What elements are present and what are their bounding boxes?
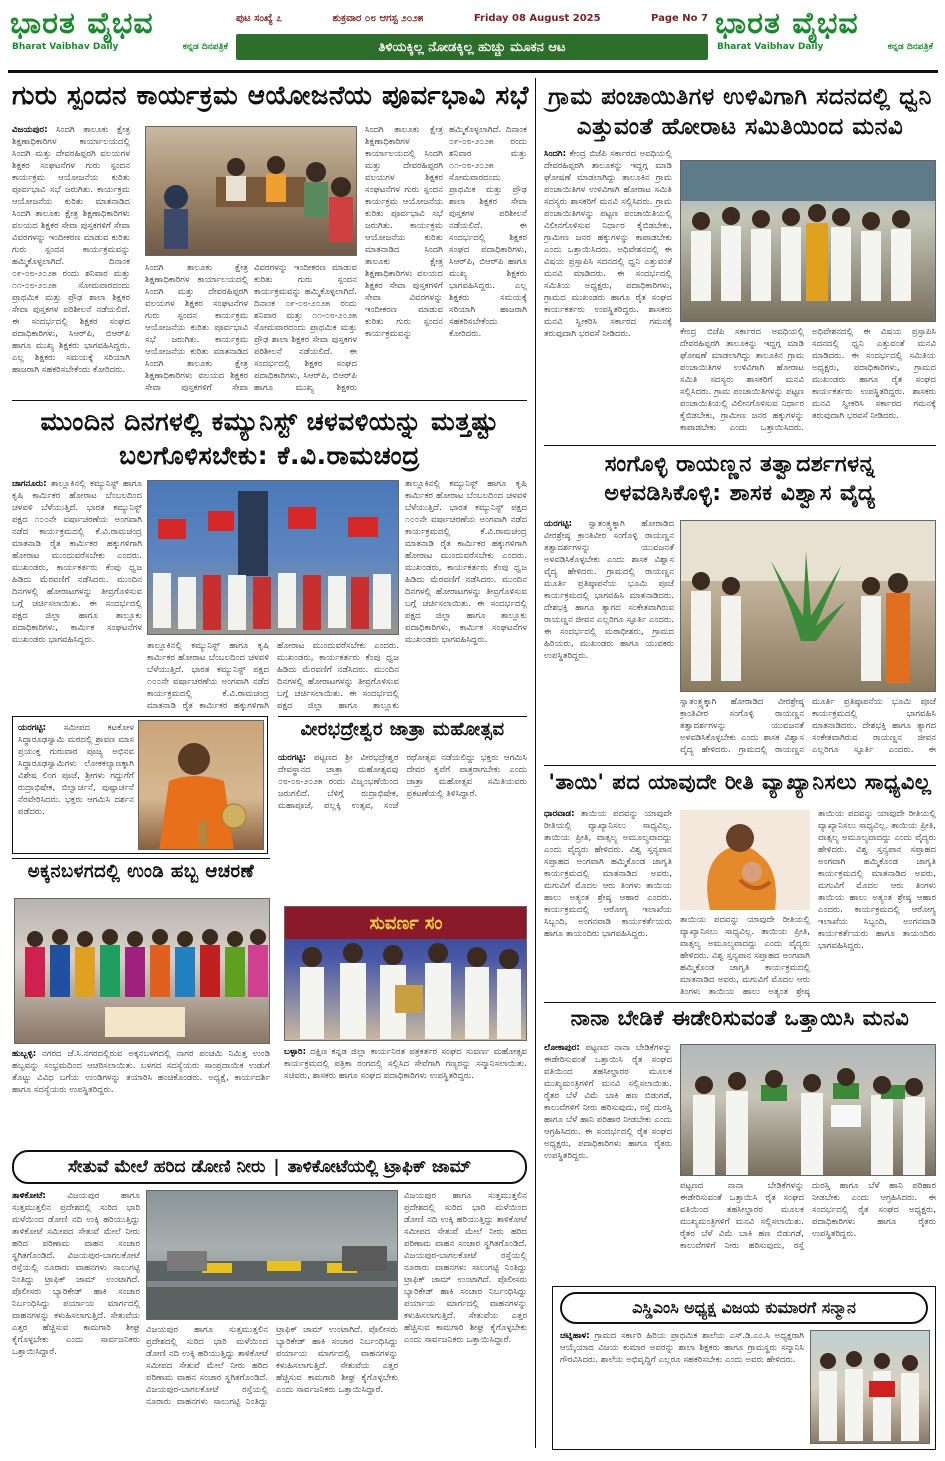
article-dateline: ವಿಜಯಪುರ: [12, 125, 48, 135]
headline-doni-left: ಸೇತುವೆ ಮೇಲೆ ಹರಿದ ಡೋಣಿ ನೀರು [67, 1157, 266, 1177]
article-veerabhadreshwara [278, 752, 527, 854]
article-dateline: ಚಾಗನೂರು: [12, 479, 47, 489]
article-thayi-col1 [544, 808, 672, 998]
dateline-bar [236, 8, 708, 28]
banner-text: ಸುವರ್ಣ ಸಂ [369, 913, 443, 934]
photo-farmers-memorandum [680, 1044, 936, 1176]
issue-kn: ಪುಟ ಸಂಖ್ಯೆ ೭ [236, 12, 283, 24]
article-rayanna-col2 [680, 696, 936, 762]
article-body: ವಿಜಯಪುರ ಹಾಗೂ ಸುತ್ತಮುತ್ತಲಿನ ಪ್ರದೇಶದಲ್ಲಿ ಸುರಿದ ಭಾರಿ ಮಳೆಯಿಂದ ಡೋಣಿ ನದಿ ಉಕ್ಕಿ ಹರಿಯುತ್ತಿದ್ದು ತಾಳಿಕೋಟೆ ಸಮೀಪದ ಸೇತುವೆ ಮೇಲೆ ನೀರು ಹರಿದ ಪರಿಣಾಮ ವಾಹನ ಸಂಚಾರ ಸ್ಥಗಿತಗೊಂಡಿದೆ. ವಿಜಯಪುರ-ಬಾಗಲಕೋಟೆ ರಸ್ತೆಯಲ್ಲಿ ನೂರಾರು ವಾಹನಗಳು ಸಾಲುಗಟ್ಟಿ ನಿಂತಿದ್ದು ಟ್ರಾಫಿಕ್ ಜಾಮ್ ಉಂಟಾಗಿದೆ. ಪೊಲೀಸರು ಬ್ಯಾರಿಕೇಡ್ ಹಾಕಿ ಸಂಚಾರ ನಿರ್ಬಂಧಿಸಿದ್ದು ಪರ್ಯಾಯ ಮಾರ್ಗದಲ್ಲಿ ವಾಹನಗಳನ್ನು ಕಳುಹಿಸಲಾಗುತ್ತಿದೆ. ಸೇತುವೆಯ ಎತ್ತರ ಹೆಚ್ಚಿಸುವ ಕಾಮಗಾರಿ ಶೀಘ್ರ ಕೈಗೊಳ್ಳಬೇಕು ಎಂದು ಸಾರ್ವಜನಿಕರು ಒತ್ತಾಯಿಸಿದ್ದಾರೆ. [12, 1191, 140, 1357]
headline-guru-spandana: ಗುರು ಸ್ಪಂದನ ಕಾರ್ಯಕ್ರಮ ಆಯೋಜನೆಯ ಪೂರ್ವಭಾವಿ ಸಭೆ [12, 81, 529, 111]
article-felicitation [284, 1046, 527, 1144]
headline-doni-bridge [12, 1150, 527, 1184]
article-dateline: ಬಳ್ಳಾರಿ: [284, 1047, 307, 1057]
article-guru-spandana-col2 [365, 124, 527, 394]
photo-mother-child-illustration [680, 810, 810, 910]
article-body-cont: ವಿಜಯಪುರ ಹಾಗೂ ಸುತ್ತಮುತ್ತಲಿನ ಪ್ರದೇಶದಲ್ಲಿ ಸುರಿದ ಭಾರಿ ಮಳೆಯಿಂದ ಡೋಣಿ ನದಿ ಉಕ್ಕಿ ಹರಿಯುತ್ತಿದ್ದು ತಾಳಿಕೋಟೆ ಸಮೀಪದ ಸೇತುವೆ ಮೇಲೆ ನೀರು ಹರಿದ ಪರಿಣಾಮ ವಾಹನ ಸಂಚಾರ ಸ್ಥಗಿತಗೊಂಡಿದೆ. ವಿಜಯಪುರ-ಬಾಗಲಕೋಟೆ ರಸ್ತೆಯಲ್ಲಿ ನೂರಾರು ವಾಹನಗಳು ಸಾಲುಗಟ್ಟಿ ನಿಂತಿದ್ದು ಟ್ರಾಫಿಕ್ ಜಾಮ್ ಉಂಟಾಗಿದೆ. ಪೊಲೀಸರು ಬ್ಯಾರಿಕೇಡ್ ಹಾಕಿ ಸಂಚಾರ ನಿರ್ಬಂಧಿಸಿದ್ದು ಪರ್ಯಾಯ ಮಾರ್ಗದಲ್ಲಿ ವಾಹನಗಳನ್ನು ಕಳುಹಿಸಲಾಗುತ್ತಿದೆ. ಸೇತುವೆಯ ಎತ್ತರ ಹೆಚ್ಚಿಸುವ ಕಾಮಗಾರಿ ಶೀಘ್ರ ಕೈಗೊಳ್ಳಬೇಕು ಎಂದು ಸಾರ್ವಜನಿಕರು ಒತ್ತಾಯಿಸಿದ್ದಾರೆ. [146, 1325, 398, 1407]
headline-veerabhadreshwara: ವೀರಭದ್ರೇಶ್ವರ ಜಾತ್ರಾ ಮಹೋತ್ಸವ [300, 719, 505, 740]
column-divider [535, 78, 536, 1448]
headline-sangolli-rayanna: ಸಂಗೊಳ್ಳಿ ರಾಯಣ್ಣನ ತತ್ವಾದರ್ಶಗಳನ್ನ ಅಳವಡಿಸಿಕೊಳ್ಳಿ: ಶಾಸಕ ವಿಶ್ವಾಸ ವೈದ್ಯ [604, 452, 876, 506]
article-body-cont: ತಾಯಿಯ ಪದವನ್ನು ಯಾವುದೇ ರೀತಿಯಲ್ಲಿ ವ್ಯಾಖ್ಯಾನಿಸಲು ಸಾಧ್ಯವಿಲ್ಲ. ತಾಯಿಯ ಪ್ರೀತಿ, ವಾತ್ಸಲ್ಯ ಅಮೂಲ್ಯವಾದದ್ದು ಎಂದು ವೈದ್ಯರು ಹೇಳಿದರು. ವಿಶ್ವ ಸ್ತನ್ಯಪಾನ ಸಪ್ತಾಹದ ಅಂಗವಾಗಿ ಹಮ್ಮಿಕೊಂಡ ಜಾಗೃತಿ ಕಾರ್ಯಕ್ರಮದಲ್ಲಿ ಮಾತನಾಡಿದ ಅವರು, ಮಗುವಿಗೆ ಮೊದಲ ಆರು ತಿಂಗಳು ತಾಯಿಯ ಹಾಲು ಅತ್ಯಂತ ಶ್ರೇಷ್ಠ ಆಹಾರ ಎಂದರು. ಕಾರ್ಯಕ್ರಮದಲ್ಲಿ ಆರೋಗ್ಯ ಇಲಾಖೆಯ ಸಿಬ್ಬಂದಿ, ಅಂಗನವಾಡಿ ಕಾರ್ಯಕರ್ತೆಯರು ಹಾಗೂ ತಾಯಂದಿರು ಭಾಗವಹಿಸಿದ್ದರು. [818, 809, 936, 951]
article-body-cont: ಕೇಂದ್ರ ಬಿಜೆಪಿ ಸರ್ಕಾರದ ಅವಧಿಯಲ್ಲಿ ದೇವರಹಿಪ್ಪರಗಿ ತಾಲೂಕನ್ನು ಇದ್ದಗ್ಗ ಮಾಡಿ ಘೋಷಣೆ ಮಾಡಲಾಗಿದ್ದು ತಾಲೂಕಿನ ಗ್ರಾಮ ಪಂಚಾಯಿತಿಗಳ ಉಳಿವಿಗಾಗಿ ಹೋರಾಟ ಸಮಿತಿ ಸದಸ್ಯರು ಶಾಸಕರಿಗೆ ಮನವಿ ಸಲ್ಲಿಸಿದರು. ಗ್ರಾಮ ಪಂಚಾಯಿತಿಗಳನ್ನು ಪಟ್ಟಣ ಪಂಚಾಯಿತಿಯಲ್ಲಿ ವಿಲೀನಗೊಳಿಸುವ ನಿರ್ಧಾರ ಕೈಬಿಡಬೇಕು, ಗ್ರಾಮೀಣ ಜನರ ಹಕ್ಕುಗಳನ್ನು ಕಾಪಾಡಬೇಕು ಎಂದು ಒತ್ತಾಯಿಸಿದರು. ಅಧಿವೇಶನದಲ್ಲಿ ಈ ವಿಷಯ ಪ್ರಸ್ತಾಪಿಸಿ ಸದನದಲ್ಲಿ ಧ್ವನಿ ಎತ್ತುವಂತೆ ಮನವಿ ಮಾಡಿದರು. ಈ ಸಂದರ್ಭದಲ್ಲಿ ಸಮಿತಿಯ ಅಧ್ಯಕ್ಷರು, ಪದಾಧಿಕಾರಿಗಳು, ಗ್ರಾಮದ ಮುಖಂಡರು ಹಾಗೂ ರೈತ ಸಂಘದ ಕಾರ್ಯಕರ್ತರು ಉಪಸ್ಥಿತರಿದ್ದರು. ಶಾಸಕರು ಮನವಿ ಸ್ವೀಕರಿಸಿ ಸರ್ಕಾರದ ಗಮನಕ್ಕೆ ತರುವುದಾಗಿ ಭರವಸೆ ನೀಡಿದರು. [680, 327, 936, 433]
article-body: ಸಮೀಪದ ಕಟಕೋಳ ಸಿದ್ಧಾರೂಢಸ್ವಾಮಿ ಮಠದಲ್ಲಿ ಶ್ರಾವಣ ಮಾಸ ಪ್ರಯುಕ್ತ ಗುರುವಾರ ಪೂಜ್ಯ ಅಭಿನವ ಸಿದ್ಧಾರೂಢಸ್ವಾಮಿಗಳು ಲೋಕಕಲ್ಯಾಣಕ್ಕಾಗಿ ವಿಶೇಷ ಲಿಂಗ ಪೂಜೆ, ಶ್ರೀಗಳು ಗದ್ದುಗೆಗೆ ರುದ್ರಾಭಿಷೇಕ, ಬಿಲ್ವಾರ್ಚನೆ, ಪುಷ್ಪಾರ್ಚನೆ ನೆರವೇರಿಸಿದರು. ಭಕ್ತರು ಆಗಮಿಸಿ ದರ್ಶನ ಪಡೆದರು. [18, 723, 134, 817]
article-shravana [18, 722, 134, 848]
article-guru-spandana-col3 [145, 262, 357, 394]
article-dateline: ಧಾರವಾಡ: [544, 809, 575, 819]
article-guru-spandana-col1 [12, 124, 130, 394]
article-nana-bedike-col2 [680, 1180, 936, 1278]
article-dateline: ತಾಳಿಕೋಟೆ: [12, 1191, 46, 1201]
article-body: ತಾಯಿಯ ಪದವನ್ನು ಯಾವುದೇ ರೀತಿಯಲ್ಲಿ ವ್ಯಾಖ್ಯಾನಿಸಲು ಸಾಧ್ಯವಿಲ್ಲ. ತಾಯಿಯ ಪ್ರೀತಿ, ವಾತ್ಸಲ್ಯ ಅಮೂಲ್ಯವಾದದ್ದು ಎಂದು ವೈದ್ಯರು ಹೇಳಿದರು. ವಿಶ್ವ ಸ್ತನ್ಯಪಾನ ಸಪ್ತಾಹದ ಅಂಗವಾಗಿ ಹಮ್ಮಿಕೊಂಡ ಜಾಗೃತಿ ಕಾರ್ಯಕ್ರಮದಲ್ಲಿ ಮಾತನಾಡಿದ ಅವರು, ಮಗುವಿಗೆ ಮೊದಲ ಆರು ತಿಂಗಳು ತಾಯಿಯ ಹಾಲು ಅತ್ಯಂತ ಶ್ರೇಷ್ಠ ಆಹಾರ ಎಂದರು. ಕಾರ್ಯಕ್ರಮದಲ್ಲಿ ಆರೋಗ್ಯ ಇಲಾಖೆಯ ಸಿಬ್ಬಂದಿ, ಅಂಗನವಾಡಿ ಕಾರ್ಯಕರ್ತೆಯರು ಹಾಗೂ ತಾಯಂದಿರು ಭಾಗವಹಿಸಿದ್ದರು. [544, 809, 672, 939]
article-body: ಪಟ್ಟಣದ ಶ್ರೀ ವೀರಭದ್ರೇಶ್ವರ ದೇವಸ್ಥಾನದ ಜಾತ್ರಾ ಮಹೋತ್ಸವವು ೦೮-೦೮-೨೦೨೫ ರಂದು ವಿಜೃಂಭಣೆಯಿಂದ ಜರುಗಲಿದೆ. ಬೆಳಿಗ್ಗೆ ರುದ್ರಾಭಿಷೇಕ, ಮಹಾಪೂಜೆ, ಪಲ್ಲಕ್ಕಿ ಉತ್ಸವ, ಸಂಜೆ ರಥೋತ್ಸವ ನಡೆಯಲಿದ್ದು ಭಕ್ತರು ಆಗಮಿಸಿ ದೇವರ ಕೃಪೆಗೆ ಪಾತ್ರರಾಗಬೇಕು ಎಂದು ಜಾತ್ರಾ ಮಹೋತ್ಸವ ಸಮಿತಿಯವರು ಪ್ರಕಟಣೆಯಲ್ಲಿ ತಿಳಿಸಿದ್ದಾರೆ. [278, 753, 527, 811]
newspaper-subtitle-kn-right: ಕನ್ನಡ ದಿನಪತ್ರಿಕೆ [887, 42, 933, 52]
headline-separator: | [273, 1157, 280, 1177]
article-body: ಗ್ರಾಮದ ಸರ್ಕಾರಿ ಹಿರಿಯ ಪ್ರಾಥಮಿಕ ಶಾಲೆಯ ಎಸ್.ಡಿ.ಎಂ.ಸಿ ಅಧ್ಯಕ್ಷರಾಗಿ ಆಯ್ಕೆಯಾದ ವಿಜಯ ಕುಮಾರ ಅವರನ್ನು ಶಾಲಾ ಶಿಕ್ಷಕರು ಹಾಗೂ ಗ್ರಾಮಸ್ಥರು ಸನ್ಮಾನಿಸಿ ಗೌರವಿಸಿದರು. ಶಾಲೆಯ ಅಭಿವೃದ್ಧಿಗೆ ಎಲ್ಲರೂ ಸಹಕರಿಸಬೇಕು ಎಂದು ಅವರು ಹೇಳಿದರು. [560, 1331, 804, 1365]
article-doni-col3 [404, 1190, 527, 1448]
article-grama-panchayat-col1 [544, 148, 672, 438]
article-thayi-col3 [680, 914, 810, 998]
article-rayanna-col1 [544, 518, 674, 762]
article-body-cont: ತಾಲ್ಲೂಕಿನಲ್ಲಿ ಕಮ್ಯುನಿಸ್ಟ್ ಹಾಗೂ ಕೃಷಿ ಕಾರ್ಮಿಕರ ಹೋರಾಟ ಬೆಂಬಲದಿಂದ ಚಳವಳಿ ಬೆಳೆಯುತ್ತಿದೆ. ಭಾರತ ಕಮ್ಯುನಿಸ್ಟ್ ಪಕ್ಷದ ೧೦೦ನೇ ವರ್ಷಾಚರಣೆಯ ಅಂಗವಾಗಿ ನಡೆದ ಕಾರ್ಯಕ್ರಮದಲ್ಲಿ ಕೆ.ವಿ.ರಾಮಚಂದ್ರ ಮಾತನಾಡಿ ರೈತ ಕಾರ್ಮಿಕರ ಹಕ್ಕುಗಳಿಗಾಗಿ ಹೋರಾಟ ಮುಂದುವರೆಸಬೇಕು ಎಂದರು. ಮುಖಂಡರು, ಕಾರ್ಯಕರ್ತರು ಕೆಂಪು ಧ್ವಜ ಹಿಡಿದು ಮೆರವಣಿಗೆ ನಡೆಸಿದರು. ಮುಂದಿನ ದಿನಗಳಲ್ಲಿ ಹೋರಾಟಗಳನ್ನು ತೀವ್ರಗೊಳಿಸುವ ಬಗ್ಗೆ ಚರ್ಚಿಸಲಾಯಿತು. ಈ ಸಂದರ್ಭದಲ್ಲಿ ಪಕ್ಷದ ಜಿಲ್ಲಾ ಹಾಗೂ ತಾಲ್ಲೂಕು [147, 641, 399, 711]
date-kn: ಶುಕ್ರವಾರ ೦೮ ಆಗಸ್ಟ ೨೦೨೫ [332, 12, 424, 24]
article-body: ಸ್ವಾತಂತ್ರ್ಯಕ್ಕಾಗಿ ಹೋರಾಡಿದ ವೀರಶ್ರೇಷ್ಠ ಕ್ರಾಂತಿವೀರ ಸಂಗೊಳ್ಳಿ ರಾಯಣ್ಣನ ತತ್ವಾದರ್ಶಗಳನ್ನು ಯುವಜನತೆ ಅಳವಡಿಸಿಕೊಳ್ಳಬೇಕು ಎಂದು ಶಾಸಕ ವಿಶ್ವಾಸ ವೈದ್ಯ ಹೇಳಿದರು. ಗ್ರಾಮದಲ್ಲಿ ರಾಯಣ್ಣನ ಮೂರ್ತಿ ಪ್ರತಿಷ್ಠಾಪನೆಯ ಭೂಮಿ ಪೂಜೆ ಕಾರ್ಯಕ್ರಮದಲ್ಲಿ ಭಾಗವಹಿಸಿ ಮಾತನಾಡಿದರು. ದೇಶಭಕ್ತಿ ಹಾಗೂ ತ್ಯಾಗದ ಸಂಕೇತವಾಗಿರುವ ರಾಯಣ್ಣನ ಜೀವನ ಎಲ್ಲರಿಗೂ ಸ್ಫೂರ್ತಿ ಎಂದರು. ಈ ಸಂದರ್ಭದಲ್ಲಿ ಮಠಾಧೀಶರು, ಗ್ರಾಮದ ಹಿರಿಯರು, ಮುಖಂಡರು ಹಾಗೂ ಯುವಕರು ಉಪಸ್ಥಿತರಿದ್ದರು. [544, 519, 674, 661]
headline-thayi-pada: 'ತಾಯಿ' ಪದ ಯಾವುದೇ ರೀತಿ ವ್ಯಾಖ್ಯಾನಿಸಲು ಸಾಧ್ಯವಿಲ್ಲ [548, 770, 932, 794]
article-body: ನಗರದ ಜೆ.ಸಿ.ನಗರದಲ್ಲಿರುವ ಅಕ್ಕನಬಳಗದಲ್ಲಿ ನಾಗರ ಪಂಚಮಿ ನಿಮಿತ್ತ ಉಂಡಿ ಹಬ್ಬವನ್ನು ಸಂಭ್ರಮದಿಂದ ಆಚರಿಸಲಾಯಿತು. ಬಳಗದ ಸದಸ್ಯೆಯರು ಸಾಂಪ್ರದಾಯಿಕ ಉಡುಗೆ ತೊಟ್ಟು ವಿವಿಧ ಬಗೆಯ ಉಂಡಿಗಳನ್ನು ತಯಾರಿಸಿ ಹಂಚಿಕೊಂಡರು. ಅಧ್ಯಕ್ಷೆ, ಕಾರ್ಯದರ್ಶಿ ಹಾಗೂ ಸದಸ್ಯೆಯರು ಉಪಸ್ಥಿತರಿದ್ದರು. [12, 1049, 270, 1095]
tagline: ತಿಳಿಯಕ್ಕಿಲ್ಲ ನೋಡಕ್ಕಿಲ್ಲ ಹುಚ್ಚು ಮೂಕನ ಆಟ [236, 34, 708, 60]
article-doni-col1 [12, 1190, 140, 1448]
photo-rayanna-bhoomi-pooja [680, 520, 936, 692]
newspaper-subtitle-kn: ಕನ್ನಡ ದಿನಪತ್ರಿಕೆ [182, 42, 228, 52]
article-nana-bedike-col1 [544, 1042, 672, 1278]
article-dateline: ಸಿಂದಗಿ: [544, 149, 567, 159]
article-communist-col2 [147, 640, 399, 714]
article-thayi-col2 [818, 808, 936, 998]
article-body-cont2: ತಾಲ್ಲೂಕಿನಲ್ಲಿ ಕಮ್ಯುನಿಸ್ಟ್ ಹಾಗೂ ಕೃಷಿ ಕಾರ್ಮಿಕರ ಹೋರಾಟ ಬೆಂಬಲದಿಂದ ಚಳವಳಿ ಬೆಳೆಯುತ್ತಿದೆ. ಭಾರತ ಕಮ್ಯುನಿಸ್ಟ್ ಪಕ್ಷದ ೧೦೦ನೇ ವರ್ಷಾಚರಣೆಯ ಅಂಗವಾಗಿ ನಡೆದ ಕಾರ್ಯಕ್ರಮದಲ್ಲಿ ಕೆ.ವಿ.ರಾಮಚಂದ್ರ ಮಾತನಾಡಿ ರೈತ ಕಾರ್ಮಿಕರ ಹಕ್ಕುಗಳಿಗಾಗಿ ಹೋರಾಟ ಮುಂದುವರೆಸಬೇಕು ಎಂದರು. ಮುಖಂಡರು, ಕಾರ್ಯಕರ್ತರು ಕೆಂಪು ಧ್ವಜ ಹಿಡಿದು ಮೆರವಣಿಗೆ ನಡೆಸಿದರು. ಮುಂದಿನ ದಿನಗಳಲ್ಲಿ ಹೋರಾಟಗಳನ್ನು ತೀವ್ರಗೊಳಿಸುವ ಬಗ್ಗೆ ಚರ್ಚಿಸಲಾಯಿತು. ಈ ಸಂದರ್ಭದಲ್ಲಿ ಪಕ್ಷದ ಜಿಲ್ಲಾ ಹಾಗೂ ತಾಲ್ಲೂಕು ಪದಾಧಿಕಾರಿಗಳು, ಕಾರ್ಮಿಕ ಸಂಘಟನೆಗಳ ಮುಖಂಡರು ಭಾಗವಹಿಸಿದ್ದರು. [405, 479, 527, 645]
article-body: ದಕ್ಷಿಣ ಕನ್ನಡ ಜಿಲ್ಲಾ ಕಾರ್ಯನಿರತ ಪತ್ರಕರ್ತರ ಸಂಘದ ಸುವರ್ಣ ಮಹೋತ್ಸವ ಕಾರ್ಯಕ್ರಮದಲ್ಲಿ ಪತ್ರಿಕಾ ರಂಗದಲ್ಲಿ ಸಲ್ಲಿಸಿದ ಸೇವೆಗಾಗಿ ಗಣ್ಯರನ್ನು ಸನ್ಮಾನಿಸಲಾಯಿತು. ಸಚಿವರು, ಶಾಸಕರು ಹಾಗೂ ಸಂಘದ ಪದಾಧಿಕಾರಿಗಳು ಉಪಸ್ಥಿತರಿದ್ದರು. [284, 1047, 527, 1081]
article-body-cont: ಸಿಂದಗಿ ತಾಲೂಕು ಕ್ಷೇತ್ರ ಶಿಕ್ಷಣಾಧಿಕಾರಿಗಳ ಕಾರ್ಯಾಲಯದಲ್ಲಿ ಸಿಂದಗಿ ಮತ್ತು ದೇವರಹಿಪ್ಪರಗಿ ವಲಯಗಳ ಶಿಕ್ಷಕರ ಸಂಘಟನೆಗಳ ಗುರು ಸ್ಪಂದನ ಕಾರ್ಯಕ್ರಮ ಆಯೋಜನೆಯ ಕುರಿತು ಪೂರ್ವಭಾವಿ ಸಭೆ ಜರುಗಿತು. ಕಾರ್ಯಕ್ರಮ ಆಯೋಜನೆಯ ಕುರಿತು ಮಾತನಾಡಿದ ಸಿಂದಗಿ ತಾಲೂಕು ಕ್ಷೇತ್ರ ಶಿಕ್ಷಣಾಧಿಕಾರಿಗಳು ವಲಯದ ಶಿಕ್ಷಕರ ಸೇವಾ ಪುಸ್ತಕಗಳಿಗೆ ಸೇವಾ ವಿವರಗಳನ್ನು ಇಂದೀಕರಣ ಮಾಡುವ ಕುರಿತು ಗುರು ಸ್ಪಂದನ ಕಾರ್ಯಕ್ರಮವನ್ನು ಹಮ್ಮಿಕೊಳ್ಳಲಾಗಿದೆ. ದಿನಾಂಕ ೦೯-೦೮-೨೦೨೫ ರಂದು ಶನಿವಾರ ಮತ್ತು ೧೧-೦೮-೨೦೨೫ ಸೋಮವಾರದಂದು ಪ್ರಾಥಮಿಕ ಮತ್ತು ಪ್ರೌಢ ಶಾಲಾ ಶಿಕ್ಷಕರ ಸೇವಾ ಪುಸ್ತಕಗಳ ಪರಿಶೀಲನೆ ನಡೆಯಲಿದೆ. ಈ ಸಂದರ್ಭದಲ್ಲಿ ಶಿಕ್ಷಕರ ಸಂಘದ ಪದಾಧಿಕಾರಿಗಳು, ಸಿಆರ್‌ಪಿ, ಬಿಆರ್‌ಪಿ ಹಾಗೂ ಮುಖ್ಯ ಶಿಕ್ಷಕರು ಭಾಗವಹಿಸಿದ್ದರು. ಎಲ್ಲ ಶಿಕ್ಷಕರು ಸಮಯಕ್ಕೆ ಸರಿಯಾಗಿ ಹಾಜರಾಗಿ ಸಹಕರಿಸಬೇಕೆಂದು ಕೋರಿದರು. [365, 125, 527, 339]
date-en: Friday 08 August 2025 [473, 12, 601, 24]
article-body: ಕೇಂದ್ರ ಬಿಜೆಪಿ ಸರ್ಕಾರದ ಅವಧಿಯಲ್ಲಿ ದೇವರಹಿಪ್ಪರಗಿ ತಾಲೂಕನ್ನು ಇದ್ದಗ್ಗ ಮಾಡಿ ಘೋಷಣೆ ಮಾಡಲಾಗಿದ್ದು ತಾಲೂಕಿನ ಗ್ರಾಮ ಪಂಚಾಯಿತಿಗಳ ಉಳಿವಿಗಾಗಿ ಹೋರಾಟ ಸಮಿತಿ ಸದಸ್ಯರು ಶಾಸಕರಿಗೆ ಮನವಿ ಸಲ್ಲಿಸಿದರು. ಗ್ರಾಮ ಪಂಚಾಯಿತಿಗಳನ್ನು ಪಟ್ಟಣ ಪಂಚಾಯಿತಿಯಲ್ಲಿ ವಿಲೀನಗೊಳಿಸುವ ನಿರ್ಧಾರ ಕೈಬಿಡಬೇಕು, ಗ್ರಾಮೀಣ ಜನರ ಹಕ್ಕುಗಳನ್ನು ಕಾಪಾಡಬೇಕು ಎಂದು ಒತ್ತಾಯಿಸಿದರು. ಅಧಿವೇಶನದಲ್ಲಿ ಈ ವಿಷಯ ಪ್ರಸ್ತಾಪಿಸಿ ಸದನದಲ್ಲಿ ಧ್ವನಿ ಎತ್ತುವಂತೆ ಮನವಿ ಮಾಡಿದರು. ಈ ಸಂದರ್ಭದಲ್ಲಿ ಸಮಿತಿಯ ಅಧ್ಯಕ್ಷರು, ಪದಾಧಿಕಾರಿಗಳು, ಗ್ರಾಮದ ಮುಖಂಡರು ಹಾಗೂ ರೈತ ಸಂಘದ ಕಾರ್ಯಕರ್ತರು ಉಪಸ್ಥಿತರಿದ್ದರು. ಶಾಸಕರು ಮನವಿ ಸ್ವೀಕರಿಸಿ ಸರ್ಕಾರದ ಗಮನಕ್ಕೆ ತರುವುದಾಗಿ ಭರವಸೆ ನೀಡಿದರು. [544, 149, 672, 339]
article-dateline: ಯರಗಟ್ಟಿ: [544, 519, 573, 529]
article-body-cont2: ಸಿಂದಗಿ ತಾಲೂಕು ಕ್ಷೇತ್ರ ಶಿಕ್ಷಣಾಧಿಕಾರಿಗಳ ಕಾರ್ಯಾಲಯದಲ್ಲಿ ಸಿಂದಗಿ ಮತ್ತು ದೇವರಹಿಪ್ಪರಗಿ ವಲಯಗಳ ಶಿಕ್ಷಕರ ಸಂಘಟನೆಗಳ ಗುರು ಸ್ಪಂದನ ಕಾರ್ಯಕ್ರಮ ಆಯೋಜನೆಯ ಕುರಿತು ಪೂರ್ವಭಾವಿ ಸಭೆ ಜರುಗಿತು. ಕಾರ್ಯಕ್ರಮ ಆಯೋಜನೆಯ ಕುರಿತು ಮಾತನಾಡಿದ ಸಿಂದಗಿ ತಾಲೂಕು ಕ್ಷೇತ್ರ ಶಿಕ್ಷಣಾಧಿಕಾರಿಗಳು ವಲಯದ ಶಿಕ್ಷಕರ ಸೇವಾ ಪುಸ್ತಕಗಳಿಗೆ ಸೇವಾ ವಿವರಗಳನ್ನು ಇಂದೀಕರಣ ಮಾಡುವ ಕುರಿತು ಗುರು ಸ್ಪಂದನ ಕಾರ್ಯಕ್ರಮವನ್ನು ಹಮ್ಮಿಕೊಳ್ಳಲಾಗಿದೆ. ದಿನಾಂಕ ೦೯-೦೮-೨೦೨೫ ರಂದು ಶನಿವಾರ ಮತ್ತು ೧೧-೦೮-೨೦೨೫ ಸೋಮವಾರದಂದು ಪ್ರಾಥಮಿಕ ಮತ್ತು ಪ್ರೌಢ ಶಾಲಾ ಶಿಕ್ಷಕರ ಸೇವಾ ಪುಸ್ತಕಗಳ ಪರಿಶೀಲನೆ ನಡೆಯಲಿದೆ. ಈ ಸಂದರ್ಭದಲ್ಲಿ ಶಿಕ್ಷಕರ ಸಂಘದ ಪದಾಧಿಕಾರಿಗಳು, ಸಿಆರ್‌ಪಿ, ಬಿಆರ್‌ಪಿ ಹಾಗೂ ಮುಖ್ಯ ಶಿಕ್ಷಕರು [145, 263, 357, 393]
article-communist-col1 [12, 478, 142, 714]
headline-grama-panchayat: ಗ್ರಾಮ ಪಂಚಾಯಿತಿಗಳ ಉಳಿವಿಗಾಗಿ ಸದನದಲ್ಲಿ ಧ್ವನಿ ಎತ್ತುವಂತೆ ಹೋರಾಟ ಸಮಿತಿಯಿಂದ ಮನವಿ [548, 84, 932, 140]
article-dateline: ಲೋಕಾಪುರ: [544, 1043, 580, 1053]
newspaper-name-right: ಭಾರತ ವೈಭವ [715, 6, 859, 41]
masthead-right [715, 6, 935, 66]
article-sdmc [560, 1330, 804, 1444]
article-dateline: ಯರಗಟ್ಟಿ: [18, 723, 47, 733]
newspaper-subtitle-en: Bharat Vaibhav Daily [12, 42, 119, 52]
newspaper-subtitle-en-right: Bharat Vaibhav Daily [717, 42, 824, 52]
photo-memorandum-submission [680, 160, 936, 322]
photo-swamiji-pooja [138, 720, 264, 850]
article-dateline: ಹುಬ್ಬಳ್ಳಿ: [12, 1049, 37, 1059]
article-body-cont2: ತಾಯಿಯ ಪದವನ್ನು ಯಾವುದೇ ರೀತಿಯಲ್ಲಿ ವ್ಯಾಖ್ಯಾನಿಸಲು ಸಾಧ್ಯವಿಲ್ಲ. ತಾಯಿಯ ಪ್ರೀತಿ, ವಾತ್ಸಲ್ಯ ಅಮೂಲ್ಯವಾದದ್ದು ಎಂದು ವೈದ್ಯರು ಹೇಳಿದರು. ವಿಶ್ವ ಸ್ತನ್ಯಪಾನ ಸಪ್ತಾಹದ ಅಂಗವಾಗಿ ಹಮ್ಮಿಕೊಂಡ ಜಾಗೃತಿ ಕಾರ್ಯಕ್ರಮದಲ್ಲಿ ಮಾತನಾಡಿದ ಅವರು, ಮಗುವಿಗೆ ಮೊದಲ ಆರು ತಿಂಗಳು ತಾಯಿಯ ಹಾಲು ಅತ್ಯಂತ ಶ್ರೇಷ್ಠ [680, 915, 810, 997]
article-grama-panchayat-col2 [680, 326, 936, 438]
headline-nana-bedike: ನಾನಾ ಬೇಡಿಕೆ ಈಡೇರಿಸುವಂತೆ ಒತ್ತಾಯಿಸಿ ಮನವಿ [570, 1006, 910, 1030]
photo-women-group [14, 898, 270, 1044]
article-body: ಪಟ್ಟಣದ ನಾನಾ ಬೇಡಿಕೆಗಳನ್ನು ಈಡೇರಿಸುವಂತೆ ಒತ್ತಾಯಿಸಿ ರೈತ ಸಂಘದ ವತಿಯಿಂದ ತಹಸೀಲ್ದಾರರ ಮೂಲಕ ಮುಖ್ಯಮಂತ್ರಿಗಳಿಗೆ ಮನವಿ ಸಲ್ಲಿಸಲಾಯಿತು. ರೈತರ ಬೆಳೆ ವಿಮೆ ಬಾಕಿ ಹಣ ಬಿಡುಗಡೆ, ಕಾಲುವೆಗಳಿಗೆ ನೀರು ಹರಿಸುವುದು, ರಸ್ತೆ ದುರಸ್ತಿ ಹಾಗೂ ಬೆಳೆ ಹಾನಿ ಪರಿಹಾರ ನೀಡಬೇಕು ಎಂದು ಆಗ್ರಹಿಸಿದರು. ಈ ಸಂದರ್ಭದಲ್ಲಿ ರೈತ ಸಂಘದ ಅಧ್ಯಕ್ಷರು, ಪದಾಧಿಕಾರಿಗಳು ಹಾಗೂ ರೈತರು ಉಪಸ್ಥಿತರಿದ್ದರು. [544, 1043, 672, 1161]
photo-flooded-bridge [146, 1190, 398, 1320]
headline-sdmc: ಎಸ್ಡಿಎಂಸಿ ಅಧ್ಯಕ್ಷ ವಿಜಯ ಕುಮಾರಗೆ ಸನ್ಮಾನ [560, 1292, 928, 1324]
article-body: ತಾಲ್ಲೂಕಿನಲ್ಲಿ ಕಮ್ಯುನಿಸ್ಟ್ ಹಾಗೂ ಕೃಷಿ ಕಾರ್ಮಿಕರ ಹೋರಾಟ ಬೆಂಬಲದಿಂದ ಚಳವಳಿ ಬೆಳೆಯುತ್ತಿದೆ. ಭಾರತ ಕಮ್ಯುನಿಸ್ಟ್ ಪಕ್ಷದ ೧೦೦ನೇ ವರ್ಷಾಚರಣೆಯ ಅಂಗವಾಗಿ ನಡೆದ ಕಾರ್ಯಕ್ರಮದಲ್ಲಿ ಕೆ.ವಿ.ರಾಮಚಂದ್ರ ಮಾತನಾಡಿ ರೈತ ಕಾರ್ಮಿಕರ ಹಕ್ಕುಗಳಿಗಾಗಿ ಹೋರಾಟ ಮುಂದುವರೆಸಬೇಕು ಎಂದರು. ಮುಖಂಡರು, ಕಾರ್ಯಕರ್ತರು ಕೆಂಪು ಧ್ವಜ ಹಿಡಿದು ಮೆರವಣಿಗೆ ನಡೆಸಿದರು. ಮುಂದಿನ ದಿನಗಳಲ್ಲಿ ಹೋರಾಟಗಳನ್ನು ತೀವ್ರಗೊಳಿಸುವ ಬಗ್ಗೆ ಚರ್ಚಿಸಲಾಯಿತು. ಈ ಸಂದರ್ಭದಲ್ಲಿ ಪಕ್ಷದ ಜಿಲ್ಲಾ ಹಾಗೂ ತಾಲ್ಲೂಕು ಪದಾಧಿಕಾರಿಗಳು, ಕಾರ್ಮಿಕ ಸಂಘಟನೆಗಳ ಮುಖಂಡರು ಭಾಗವಹಿಸಿದ್ದರು. [12, 479, 142, 645]
article-communist-col3 [405, 478, 527, 714]
article-body: ಸಿಂದಗಿ ತಾಲೂಕು ಕ್ಷೇತ್ರ ಶಿಕ್ಷಣಾಧಿಕಾರಿಗಳ ಕಾರ್ಯಾಲಯದಲ್ಲಿ ಸಿಂದಗಿ ಮತ್ತು ದೇವರಹಿಪ್ಪರಗಿ ವಲಯಗಳ ಶಿಕ್ಷಕರ ಸಂಘಟನೆಗಳ ಗುರು ಸ್ಪಂದನ ಕಾರ್ಯಕ್ರಮ ಆಯೋಜನೆಯ ಕುರಿತು ಪೂರ್ವಭಾವಿ ಸಭೆ ಜರುಗಿತು. ಕಾರ್ಯಕ್ರಮ ಆಯೋಜನೆಯ ಕುರಿತು ಮಾತನಾಡಿದ ಸಿಂದಗಿ ತಾಲೂಕು ಕ್ಷೇತ್ರ ಶಿಕ್ಷಣಾಧಿಕಾರಿಗಳು ವಲಯದ ಶಿಕ್ಷಕರ ಸೇವಾ ಪುಸ್ತಕಗಳಿಗೆ ಸೇವಾ ವಿವರಗಳನ್ನು ಇಂದೀಕರಣ ಮಾಡುವ ಕುರಿತು ಗುರು ಸ್ಪಂದನ ಕಾರ್ಯಕ್ರಮವನ್ನು ಹಮ್ಮಿಕೊಳ್ಳಲಾಗಿದೆ. ದಿನಾಂಕ ೦೯-೦೮-೨೦೨೫ ರಂದು ಶನಿವಾರ ಮತ್ತು ೧೧-೦೮-೨೦೨೫ ಸೋಮವಾರದಂದು ಪ್ರಾಥಮಿಕ ಮತ್ತು ಪ್ರೌಢ ಶಾಲಾ ಶಿಕ್ಷಕರ ಸೇವಾ ಪುಸ್ತಕಗಳ ಪರಿಶೀಲನೆ ನಡೆಯಲಿದೆ. ಈ ಸಂದರ್ಭದಲ್ಲಿ ಶಿಕ್ಷಕರ ಸಂಘದ ಪದಾಧಿಕಾರಿಗಳು, ಸಿಆರ್‌ಪಿ, ಬಿಆರ್‌ಪಿ ಹಾಗೂ ಮುಖ್ಯ ಶಿಕ್ಷಕರು ಭಾಗವಹಿಸಿದ್ದರು. ಎಲ್ಲ ಶಿಕ್ಷಕರು ಸಮಯಕ್ಕೆ ಸರಿಯಾಗಿ ಹಾಜರಾಗಿ ಸಹಕರಿಸಬೇಕೆಂದು ಕೋರಿದರು. [12, 125, 130, 375]
photo-sdmc-felicitation [810, 1330, 930, 1444]
headline-communist-movement: ಮುಂದಿನ ದಿನಗಳಲ್ಲಿ ಕಮ್ಯುನಿಸ್ಟ್ ಚಳವಳಿಯನ್ನು ಮತ್ತಷ್ಟು ಬಲಗೊಳಿಸಬೇಕು: ಕೆ.ವಿ.ರಾಮಚಂದ್ರ [40, 407, 499, 470]
article-body-cont2: ವಿಜಯಪುರ ಹಾಗೂ ಸುತ್ತಮುತ್ತಲಿನ ಪ್ರದೇಶದಲ್ಲಿ ಸುರಿದ ಭಾರಿ ಮಳೆಯಿಂದ ಡೋಣಿ ನದಿ ಉಕ್ಕಿ ಹರಿಯುತ್ತಿದ್ದು ತಾಳಿಕೋಟೆ ಸಮೀಪದ ಸೇತುವೆ ಮೇಲೆ ನೀರು ಹರಿದ ಪರಿಣಾಮ ವಾಹನ ಸಂಚಾರ ಸ್ಥಗಿತಗೊಂಡಿದೆ. ವಿಜಯಪುರ-ಬಾಗಲಕೋಟೆ ರಸ್ತೆಯಲ್ಲಿ ನೂರಾರು ವಾಹನಗಳು ಸಾಲುಗಟ್ಟಿ ನಿಂತಿದ್ದು ಟ್ರಾಫಿಕ್ ಜಾಮ್ ಉಂಟಾಗಿದೆ. ಪೊಲೀಸರು ಬ್ಯಾರಿಕೇಡ್ ಹಾಕಿ ಸಂಚಾರ ನಿರ್ಬಂಧಿಸಿದ್ದು ಪರ್ಯಾಯ ಮಾರ್ಗದಲ್ಲಿ ವಾಹನಗಳನ್ನು ಕಳುಹಿಸಲಾಗುತ್ತಿದೆ. ಸೇತುವೆಯ ಎತ್ತರ ಹೆಚ್ಚಿಸುವ ಕಾಮಗಾರಿ ಶೀಘ್ರ ಕೈಗೊಳ್ಳಬೇಕು ಎಂದು ಸಾರ್ವಜನಿಕರು ಒತ್ತಾಯಿಸಿದ್ದಾರೆ. [404, 1191, 527, 1345]
headline-undi-habba: ಅಕ್ಕನಬಳಗದಲ್ಲಿ ಉಂಡಿ ಹಬ್ಬ ಆಚರಣೆ [27, 861, 255, 882]
article-dateline: ಯರಗಟ್ಟಿ: [278, 753, 307, 763]
article-body-cont: ಪಟ್ಟಣದ ನಾನಾ ಬೇಡಿಕೆಗಳನ್ನು ಈಡೇರಿಸುವಂತೆ ಒತ್ತಾಯಿಸಿ ರೈತ ಸಂಘದ ವತಿಯಿಂದ ತಹಸೀಲ್ದಾರರ ಮೂಲಕ ಮುಖ್ಯಮಂತ್ರಿಗಳಿಗೆ ಮನವಿ ಸಲ್ಲಿಸಲಾಯಿತು. ರೈತರ ಬೆಳೆ ವಿಮೆ ಬಾಕಿ ಹಣ ಬಿಡುಗಡೆ, ಕಾಲುವೆಗಳಿಗೆ ನೀರು ಹರಿಸುವುದು, ರಸ್ತೆ ದುರಸ್ತಿ ಹಾಗೂ ಬೆಳೆ ಹಾನಿ ಪರಿಹಾರ ನೀಡಬೇಕು ಎಂದು ಆಗ್ರಹಿಸಿದರು. ಈ ಸಂದರ್ಭದಲ್ಲಿ ರೈತ ಸಂಘದ ಅಧ್ಯಕ್ಷರು, ಪದಾಧಿಕಾರಿಗಳು ಹಾಗೂ ರೈತರು ಉಪಸ್ಥಿತರಿದ್ದರು. [680, 1181, 936, 1251]
headline-doni-right: ತಾಳಿಕೋಟೆಯಲ್ಲಿ ಟ್ರಾಫಿಕ್ ಜಾಮ್ [287, 1157, 472, 1177]
article-body-cont: ಸ್ವಾತಂತ್ರ್ಯಕ್ಕಾಗಿ ಹೋರಾಡಿದ ವೀರಶ್ರೇಷ್ಠ ಕ್ರಾಂತಿವೀರ ಸಂಗೊಳ್ಳಿ ರಾಯಣ್ಣನ ತತ್ವಾದರ್ಶಗಳನ್ನು ಯುವಜನತೆ ಅಳವಡಿಸಿಕೊಳ್ಳಬೇಕು ಎಂದು ಶಾಸಕ ವಿಶ್ವಾಸ ವೈದ್ಯ ಹೇಳಿದರು. ಗ್ರಾಮದಲ್ಲಿ ರಾಯಣ್ಣನ ಮೂರ್ತಿ ಪ್ರತಿಷ್ಠಾಪನೆಯ ಭೂಮಿ ಪೂಜೆ ಕಾರ್ಯಕ್ರಮದಲ್ಲಿ ಭಾಗವಹಿಸಿ ಮಾತನಾಡಿದರು. ದೇಶಭಕ್ತಿ ಹಾಗೂ ತ್ಯಾಗದ ಸಂಕೇತವಾಗಿರುವ ರಾಯಣ್ಣನ ಜೀವನ ಎಲ್ಲರಿಗೂ ಸ್ಫೂರ್ತಿ ಎಂದರು. ಈ [680, 697, 936, 755]
article-undi-habba [12, 1048, 270, 1144]
masthead-left [10, 6, 230, 66]
masthead-rule [8, 70, 938, 73]
article-dateline: ಚಟ್ನಿಹಾಳ: [560, 1331, 590, 1341]
photo-communist-rally [147, 480, 399, 635]
photo-meeting-office [145, 126, 357, 256]
newspaper-name: ಭಾರತ ವೈಭವ [10, 6, 154, 41]
photo-felicitation-stage [284, 906, 527, 1041]
article-doni-col2 [146, 1324, 398, 1448]
page-number: Page No 7 [651, 12, 708, 24]
